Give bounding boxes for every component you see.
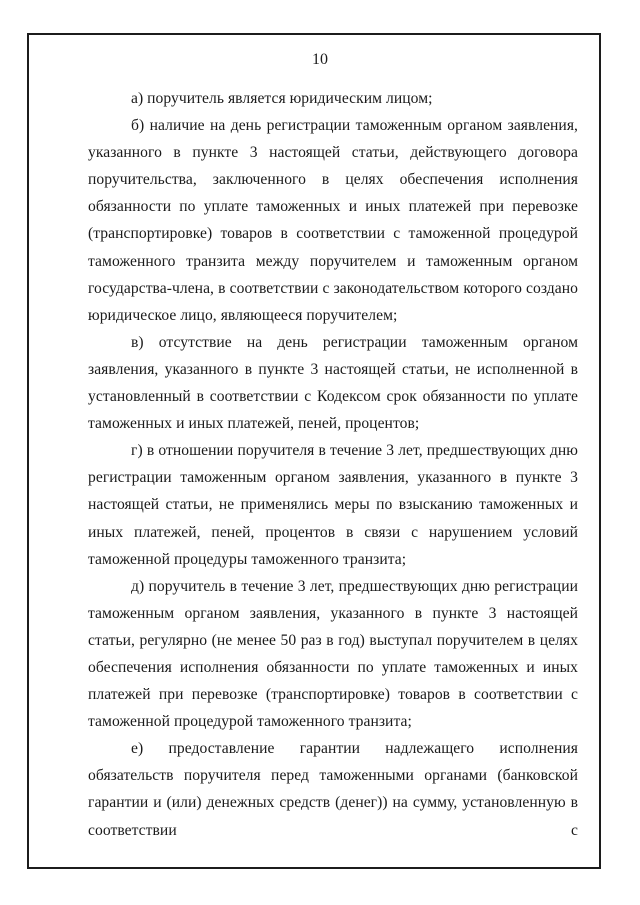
document-body: [88, 85, 578, 844]
paragraph-e: е) предоставление гарантии надлежащего исполнения обязательств поручителя перед таможенными органами (банковской гарантии и (или) денежных средств (денег)) на сумму, установленную в соответствии с: [88, 740, 578, 839]
paragraph-b: б) наличие на день регистрации таможенным органом заявления, указанного в пункте 3 настоящей статьи, действующего договора поручительства, заключенного в целях обеспечения исполнения обязанности по уплате таможенных и иных платежей при перевозке (транспортировке) товаров в соответствии с таможенной процедурой таможенного транзита между поручителем и таможенным органом государства-члена, в соответствии с законодательством которого создано юридическое лицо, являющееся поручителем;: [88, 117, 578, 324]
paragraph-v: в) отсутствие на день регистрации таможенным органом заявления, указанного в пункте 3 настоящей статьи, не исполненной в установленный в соответствии с Кодексом срок обязанности по уплате таможенных и иных платежей, пеней, процентов;: [88, 333, 578, 433]
paragraph-d: д) поручитель в течение 3 лет, предшествующих дню регистрации таможенным органом заявления, указанного в пункте 3 настоящей статьи, регулярно (не менее 50 раз в год) выступал поручителем в целях обеспечения исполнения обязанности по уплате таможенных и иных платежей при перевозке (транспортировке) товаров в соответствии с таможенной процедурой таможенного транзита;: [88, 577, 578, 731]
page-number: 10: [312, 51, 328, 68]
paragraph-g: г) в отношении поручителя в течение 3 лет, предшествующих дню регистрации таможенным органом заявления, указанного в пункте 3 настоящей статьи, не применялись меры по взысканию таможенных и иных платежей, пеней, процентов в связи с нарушением условий таможенной процедуры таможенного транзита;: [88, 442, 578, 568]
paragraph-a: а) поручитель является юридическим лицом;: [131, 90, 433, 107]
